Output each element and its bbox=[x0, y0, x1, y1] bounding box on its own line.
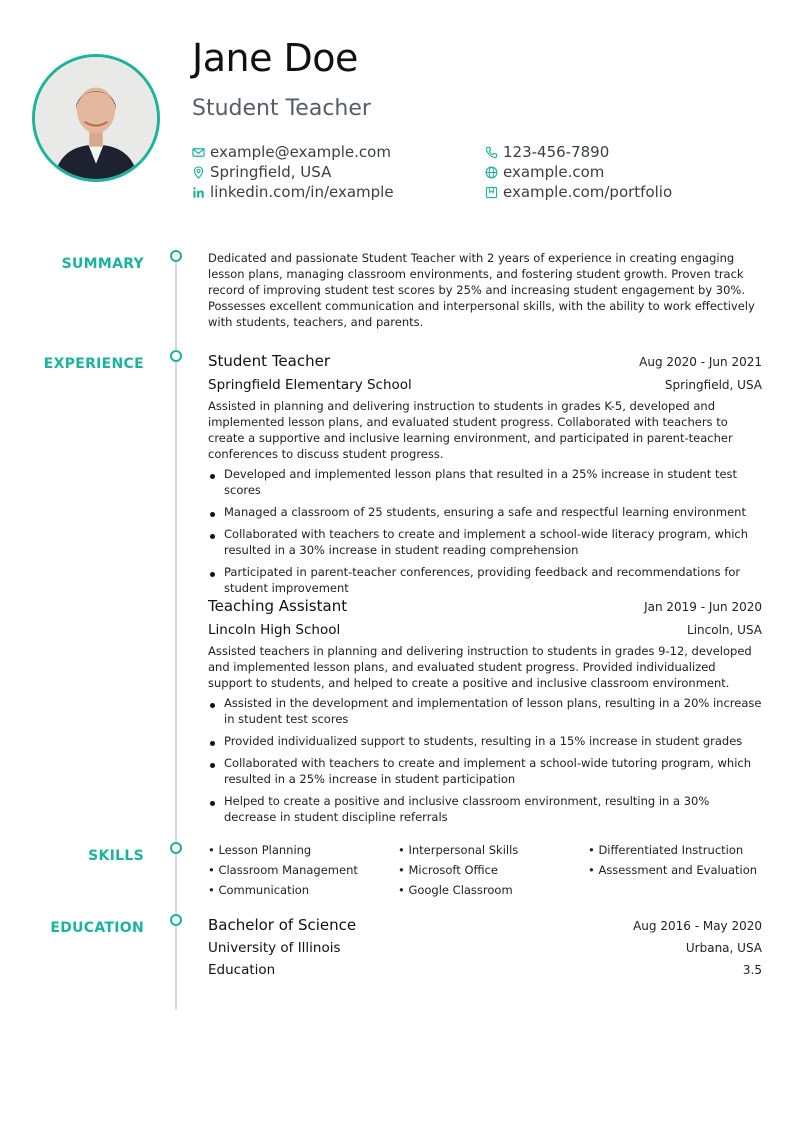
list-item: Assisted in the development and implementation of lesson plans, resulting in a 20% increase in student test scores bbox=[208, 695, 762, 727]
education-detail bbox=[208, 962, 762, 978]
contact-linkedin[interactable] bbox=[192, 183, 394, 201]
list-item: Participated in parent-teacher conferences, providing feedback and recommendations for student improvement bbox=[208, 564, 762, 596]
contact-location-text: Springfield, USA bbox=[210, 163, 332, 181]
summary-text: Dedicated and passionate Student Teacher with 2 years of experience in creating engaging lesson plans, managing classroom environments, and fostering student growth. Proven track record of improving student test scores by 25% and increasing student engagement by 30%. Possesses excellent communication and interpersonal skills, with the ability to work effectively with students, teachers, and parents. bbox=[208, 251, 755, 329]
location-pin-icon bbox=[192, 166, 205, 179]
education-dates: Aug 2016 - May 2020 bbox=[633, 919, 762, 933]
education-location: Urbana, USA bbox=[685, 941, 762, 955]
skill-item: • Interpersonal Skills bbox=[398, 842, 588, 858]
skill-item: • Assessment and Evaluation bbox=[588, 862, 762, 878]
email-icon bbox=[192, 146, 205, 159]
job-subheader bbox=[208, 622, 762, 638]
candidate-title: Student Teacher bbox=[192, 96, 371, 121]
skills-list bbox=[208, 842, 762, 898]
job-bullets bbox=[208, 695, 762, 825]
job-company: Lincoln High School bbox=[208, 622, 341, 638]
contact-phone-text: 123-456-7890 bbox=[503, 143, 610, 161]
profile-photo bbox=[32, 54, 160, 182]
contact-portfolio[interactable] bbox=[485, 183, 672, 201]
timeline-dot-skills bbox=[170, 842, 182, 854]
job-description: Assisted teachers in planning and delivering instruction to students in grades 9-12, developed and implemented lesson plans, and evaluated student progress. Provided individualized support to students, and helped to create a positive and inclusive classroom environment. bbox=[208, 644, 752, 690]
contact-linkedin-text: linkedin.com/in/example bbox=[210, 183, 394, 201]
education-subheader bbox=[208, 940, 762, 956]
education-school: University of Illinois bbox=[208, 940, 341, 956]
timeline-line bbox=[175, 256, 177, 1010]
candidate-name: Jane Doe bbox=[192, 36, 358, 80]
job-title: Student Teacher bbox=[208, 352, 330, 370]
education-header bbox=[208, 916, 762, 934]
education-gpa: 3.5 bbox=[742, 963, 762, 977]
contact-phone[interactable] bbox=[485, 143, 609, 161]
skill-item: • Differentiated Instruction bbox=[588, 842, 762, 858]
contact-email-text: example@example.com bbox=[210, 143, 391, 161]
job-location: Springfield, USA bbox=[664, 378, 762, 392]
timeline-dot-experience bbox=[170, 350, 182, 362]
list-item: Provided individualized support to students, resulting in a 15% increase in student grades bbox=[208, 733, 762, 749]
contact-location bbox=[192, 163, 331, 181]
job-subheader bbox=[208, 377, 762, 393]
contact-email[interactable] bbox=[192, 143, 391, 161]
section-label-education: EDUCATION bbox=[50, 920, 144, 936]
job-dates: Aug 2020 - Jun 2021 bbox=[639, 355, 762, 369]
education-entry bbox=[208, 916, 762, 978]
timeline-dot-education bbox=[170, 914, 182, 926]
job-header bbox=[208, 597, 762, 615]
experience-entry bbox=[208, 352, 762, 602]
education-degree: Bachelor of Science bbox=[208, 916, 357, 934]
list-item: Collaborated with teachers to create and implement a school-wide tutoring program, which resulted in a 25% increase in student participation bbox=[208, 755, 762, 787]
timeline-dot-summary bbox=[170, 250, 182, 262]
phone-icon bbox=[485, 146, 498, 159]
skill-item: • Classroom Management bbox=[208, 862, 398, 878]
list-item: Collaborated with teachers to create and implement a school-wide literacy program, which resulted in a 30% increase in student reading comprehension bbox=[208, 526, 762, 558]
job-location: Lincoln, USA bbox=[687, 623, 762, 637]
globe-icon bbox=[485, 166, 498, 179]
skill-item: • Lesson Planning bbox=[208, 842, 398, 858]
section-label-experience: EXPERIENCE bbox=[43, 356, 144, 372]
education-field: Education bbox=[208, 962, 276, 978]
list-item: Helped to create a positive and inclusive classroom environment, resulting in a 30% decrease in student discipline referrals bbox=[208, 793, 762, 825]
job-header bbox=[208, 352, 762, 370]
list-item: Developed and implemented lesson plans that resulted in a 25% increase in student test scores bbox=[208, 466, 762, 498]
contact-website-text: example.com bbox=[503, 163, 605, 181]
experience-entry bbox=[208, 597, 762, 831]
skill-item: • Microsoft Office bbox=[398, 862, 588, 878]
job-title: Teaching Assistant bbox=[208, 597, 348, 615]
job-company: Springfield Elementary School bbox=[208, 377, 412, 393]
skill-item: • Google Classroom bbox=[398, 882, 588, 898]
skill-item: • Communication bbox=[208, 882, 398, 898]
job-bullets bbox=[208, 466, 762, 596]
contact-portfolio-text: example.com/portfolio bbox=[503, 183, 673, 201]
list-item: Managed a classroom of 25 students, ensuring a safe and respectful learning environment bbox=[208, 504, 762, 520]
section-label-summary: SUMMARY bbox=[61, 256, 144, 272]
portfolio-icon bbox=[485, 186, 498, 199]
contact-website[interactable] bbox=[485, 163, 604, 181]
job-dates: Jan 2019 - Jun 2020 bbox=[644, 600, 762, 614]
profile-photo-image bbox=[35, 57, 157, 179]
section-label-skills: SKILLS bbox=[88, 848, 144, 864]
job-description: Assisted in planning and delivering instruction to students in grades K-5, developed and implemented lesson plans, and evaluated student progress. Collaborated with teachers to create a supportive and inclusive learning environment, and participated in parent-teacher conferences to discuss student progress. bbox=[208, 399, 733, 461]
linkedin-icon bbox=[192, 186, 205, 199]
